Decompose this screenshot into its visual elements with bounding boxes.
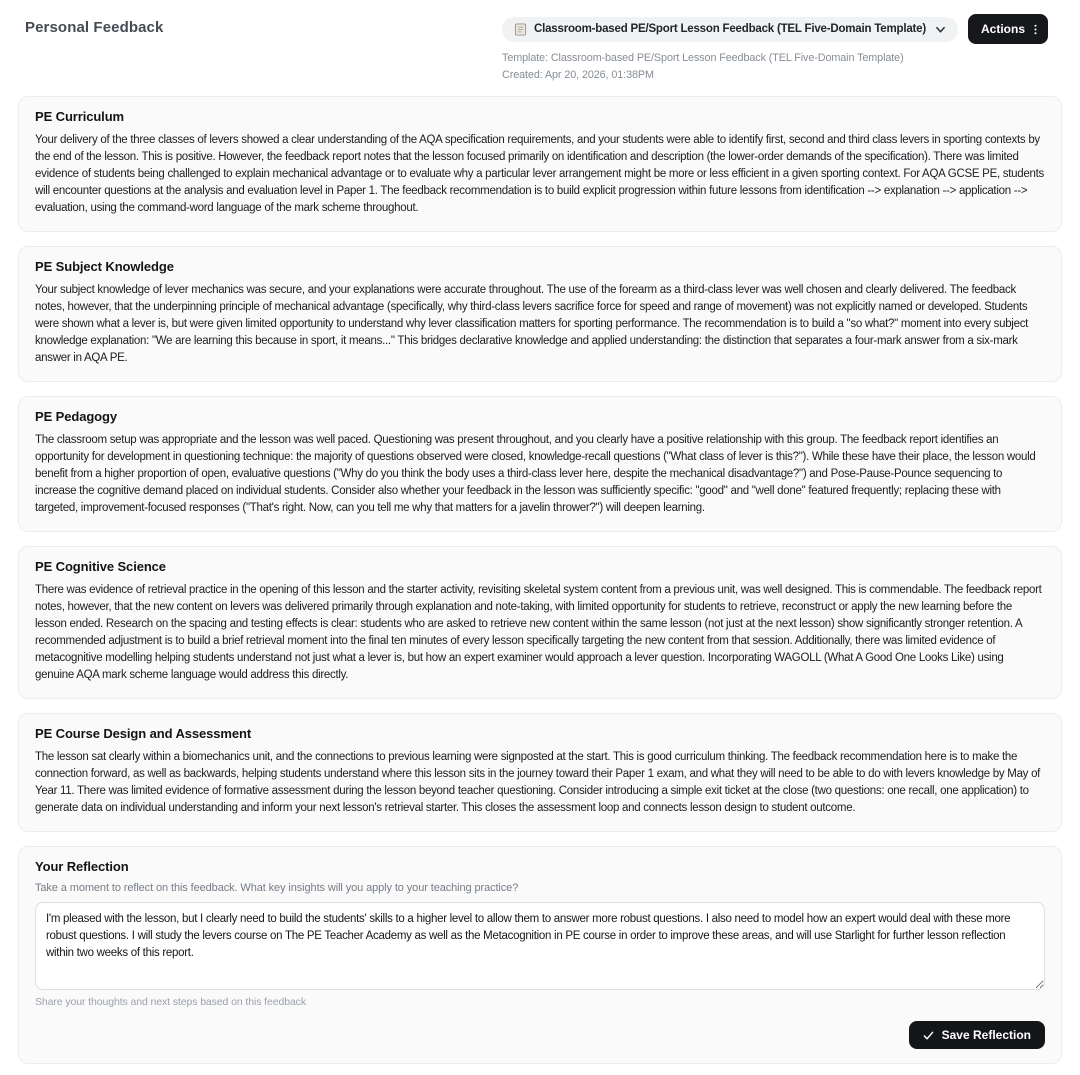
reflection-prompt: Take a moment to reflect on this feedback. What key insights will you apply to your teaching practice? (35, 882, 519, 894)
header-right-block (502, 14, 1048, 81)
section-title: PE Course Design and Assessment (35, 726, 252, 741)
reflection-textarea[interactable] (35, 902, 1045, 990)
section-body: The lesson sat clearly within a biomechanics unit, and the connections to previous learning were signposted at the start. This is good curriculum thinking. The feedback recommendation here is to make the connection forward, as well as backwards, helping students understand where this lesson sits in the journey toward their Paper 1 exam, and what they will need to be able to do with levers knowledge by May of Year 11. There was limited evidence of formative assessment during the lesson beyond teacher questioning. Consider introducing a simple exit ticket at the close (two questions: one recall, one application) to generate data on individual understanding and inform your next lesson's retrieval starter. This closes the assessment loop and connects lesson design to student outcome. (35, 751, 1041, 814)
reflection-title: Your Reflection (35, 859, 129, 874)
feedback-card-pe-course-design-and-assessment (18, 713, 1062, 832)
feedback-card-pe-subject-knowledge (18, 246, 1062, 382)
header-top-row (502, 14, 1048, 44)
template-meta-line: Template: Classroom-based PE/Sport Lesson Feedback (TEL Five-Domain Template) (502, 52, 904, 64)
actions-button[interactable] (968, 14, 1048, 44)
section-title: PE Subject Knowledge (35, 259, 174, 274)
reflection-card (18, 846, 1062, 1064)
feedback-card-pe-curriculum (18, 96, 1062, 232)
section-body: The classroom setup was appropriate and the lesson was well paced. Questioning was present throughout, and you clearly have a positive relationship with this group. The feedback report identifies an opportunity for development in questioning technique: the majority of questions observed were closed, knowledge-recall questions ("What class of lever is this?"). While these have their place, the lesson would benefit from a higher proportion of open, evaluative questions ("Why do you think the body uses a third-class lever here, despite the mechanical disadvantage?") and Pose-Pause-Pounce sequencing to increase the cognitive demand placed on individual students. Consider also whether your feedback in the lesson was sufficiently specific: "good" and "well done" featured frequently; replacing these with targeted, improvement-focused responses ("That's right. Now, can you tell me why that matters for a javelin thrower?") will deepen learning. (35, 434, 1036, 514)
save-reflection-button[interactable] (909, 1021, 1045, 1049)
template-selector-label: Classroom-based PE/Sport Lesson Feedback (TEL Five-Domain Template) (534, 23, 926, 35)
section-title: PE Curriculum (35, 109, 124, 124)
page-header (0, 0, 1080, 81)
actions-button-label: Actions (980, 22, 1025, 36)
created-meta-line: Created: Apr 20, 2026, 01:38PM (502, 69, 654, 81)
reflection-footer (35, 1021, 1045, 1049)
chevron-down-icon (935, 24, 946, 35)
section-body: Your subject knowledge of lever mechanics was secure, and your explanations were accurate throughout. The use of the forearm as a third-class lever was well chosen and clearly delivered. The feedback notes, however, that the underpinning principle of mechanical advantage (specifically, why third-class levers sacrifice force for speed and range of movement) was not explicitly named or developed. Students were shown what a lever is, but were given limited opportunity to understand why lever classification matters for sporting performance. The recommendation is to build a "so what?" moment into every subject knowledge explanation: "We are learning this because in sport, it means..." This bridges declarative knowledge and applied understanding: the distinction that separates a four-mark answer from a six-mark answer in AQA PE. (35, 284, 1029, 364)
page-title: Personal Feedback (25, 19, 164, 36)
section-title: PE Pedagogy (35, 409, 117, 424)
section-body: Your delivery of the three classes of levers showed a clear understanding of the AQA specification requirements, and your students were able to identify first, second and third class levers in sporting contexts by the end of the lesson. This is positive. However, the feedback report notes that the lesson focused primarily on identification and description (the lower-order demands of the specification). There was limited evidence of students being challenged to explain mechanical advantage or to evaluate why a particular lever arrangement might be more or less efficient in a given sporting context. For AQA GCSE PE, students will encounter questions at the analysis and evaluation level in Paper 1. The feedback recommendation is to build explicit progression within future lessons from identification --> explanation --> application --> evaluation, using the command-word language of the mark scheme throughout. (35, 134, 1045, 214)
document-icon (514, 23, 527, 36)
reflection-helper-text: Share your thoughts and next steps based on this feedback (35, 996, 306, 1008)
feedback-sections-list (0, 81, 1080, 1072)
save-reflection-label: Save Reflection (941, 1028, 1031, 1042)
template-selector-dropdown[interactable] (502, 17, 958, 42)
kebab-menu-icon (1034, 23, 1037, 36)
feedback-card-pe-cognitive-science (18, 546, 1062, 699)
section-title: PE Cognitive Science (35, 559, 166, 574)
check-icon (923, 1030, 934, 1041)
section-body: There was evidence of retrieval practice in the opening of this lesson and the starter activity, revisiting skeletal system content from a previous unit, was well designed. This is commendable. The feedback report notes, however, that the new content on levers was delivered primarily through explanation and note-taking, with limited opportunity for students to retrieve, reconstruct or apply the new learning before the lesson ended. Research on the spacing and testing effects is clear: students who are asked to retrieve new content within the same lesson (not just at the next lesson) show significantly stronger retention. A recommended adjustment is to build a brief retrieval moment into the final ten minutes of every lesson specifically targeting the new content from that session. Additionally, there was limited evidence of metacognitive modelling helping students understand not just what a lever is, but how an expert examiner would approach a lever question. Incorporating WAGOLL (What A Good One Looks Like) using genuine AQA mark scheme language would address this directly. (35, 584, 1042, 681)
feedback-card-pe-pedagogy (18, 396, 1062, 532)
